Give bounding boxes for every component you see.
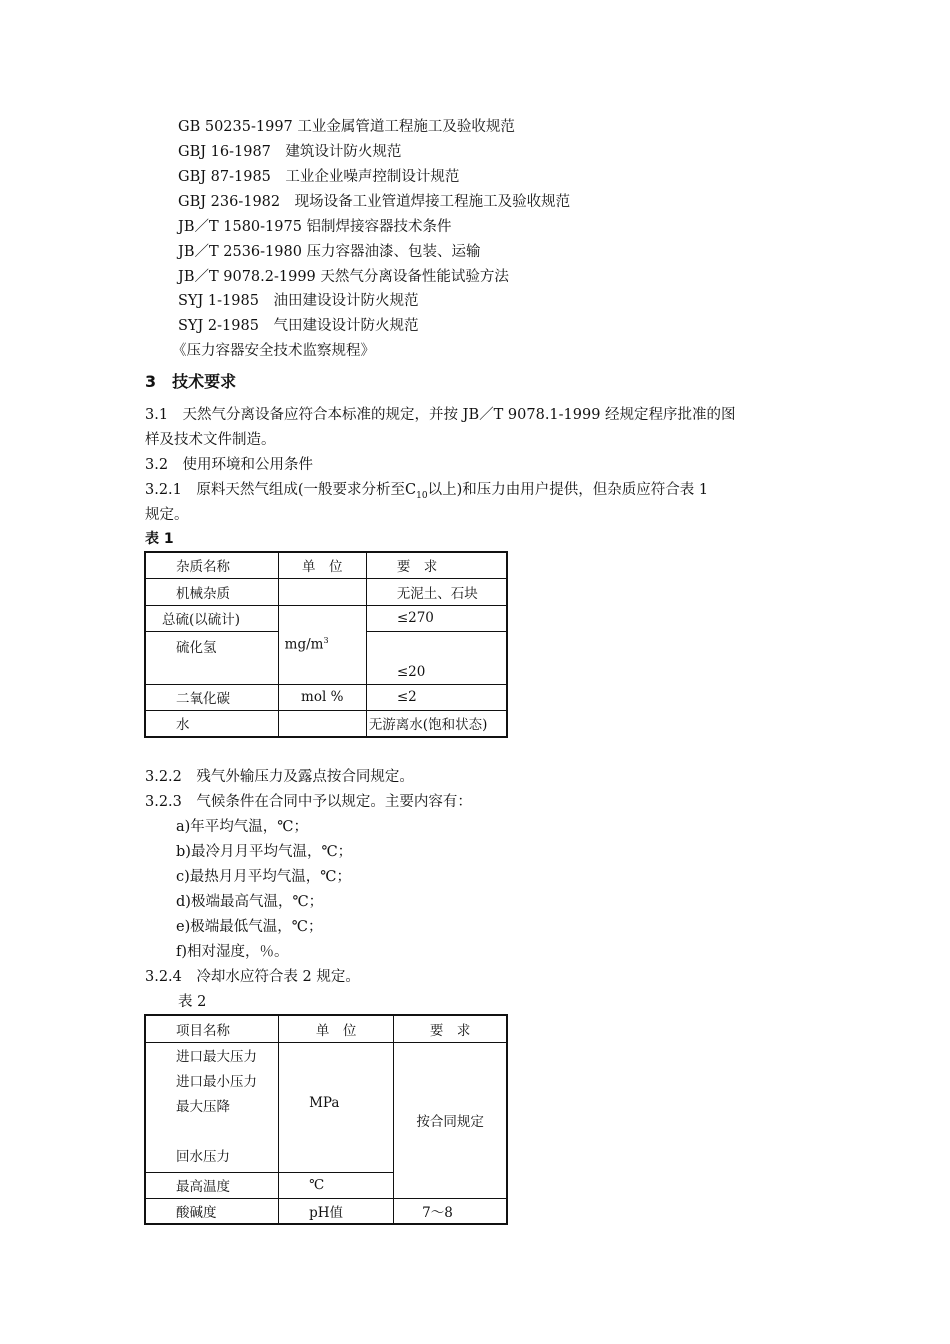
climate-item: a)年平均气温，℃；: [176, 819, 309, 835]
table-cell: 二氧化碳: [145, 684, 278, 710]
paragraph-3-1-cont: 样及技术文件制造。: [145, 432, 276, 448]
climate-item: d)极端最高气温，℃；: [176, 894, 324, 910]
table-cell: pH值: [279, 1198, 394, 1224]
table-cell: [278, 710, 366, 737]
table1-caption: 表 1: [145, 531, 174, 547]
table-header-cell: 单 位: [279, 1015, 394, 1042]
reference-item: SYJ 2-1985 气田建设设计防火规范: [178, 318, 419, 334]
reference-item: GBJ 236-1982 现场设备工业管道焊接工程施工及验收规范: [178, 194, 571, 210]
table-row: [145, 578, 507, 605]
table-header-row: [145, 552, 507, 578]
table-cell: [278, 578, 366, 605]
table-cell: 总硫(以硫计): [145, 605, 278, 631]
table-header-cell: 杂质名称: [145, 552, 278, 578]
table-cell: 水: [145, 710, 278, 737]
climate-item: c)最热月月平均气温，℃；: [176, 869, 351, 885]
climate-item: f)相对湿度，％。: [176, 944, 289, 960]
reference-item: JB／T 2536-1980 压力容器油漆、包装、运输: [178, 244, 481, 260]
pressure-item: 回水压力: [176, 1148, 230, 1165]
table-row: [145, 684, 507, 710]
table-header-cell: 单 位: [278, 552, 366, 578]
paragraph-3-2-1-cont: 规定。: [145, 507, 189, 523]
table-cell-unit: [278, 605, 366, 684]
carbon-subscript: 10: [416, 490, 428, 501]
table-header-cell: 项目名称: [145, 1015, 279, 1042]
pressure-item: 进口最小压力: [176, 1073, 257, 1090]
table-cell: 7～8: [394, 1198, 507, 1224]
table-cell: 硫化氢: [145, 631, 278, 684]
table-cell: ℃: [279, 1172, 394, 1198]
cooling-water-table: [144, 1014, 508, 1225]
paragraph-3-2-1: [145, 480, 708, 506]
table-cell: mol %: [278, 684, 366, 710]
table-cell-pressure-items: [145, 1042, 279, 1172]
reference-item: 《压力容器安全技术监察规程》: [172, 343, 375, 359]
table-header-cell: 要 求: [366, 552, 507, 578]
unit-mgm: mg/m: [284, 636, 324, 653]
paragraph-3-2-3: 3.2.3 气候条件在合同中予以规定。主要内容有：: [145, 794, 472, 810]
table-header-cell: 要 求: [394, 1015, 507, 1042]
reference-item: SYJ 1-1985 油田建设设计防火规范: [178, 293, 419, 309]
table-row: [145, 1198, 507, 1224]
table-row: [145, 605, 507, 631]
table-cell: 无游离水(饱和状态): [366, 710, 507, 737]
table-header-row: [145, 1015, 507, 1042]
table-cell: ≤270: [366, 605, 507, 631]
reference-item: JB／T 1580-1975 铝制焊接容器技术条件: [178, 219, 452, 235]
table-row: [145, 710, 507, 737]
table-row: [145, 1042, 507, 1172]
paragraph-3-2-1-post: 以上)和压力由用户提供，但杂质应符合表 1: [427, 482, 709, 498]
climate-item: b)最冷月月平均气温，℃；: [176, 844, 353, 860]
section-title: 3 技术要求: [145, 372, 237, 391]
climate-item: e)极端最低气温，℃；: [176, 919, 323, 935]
pressure-item: 进口最大压力: [176, 1048, 257, 1065]
paragraph-3-1: 3.1 天然气分离设备应符合本标准的规定，并按 JB／T 9078.1-1999 经规定程序批准的图: [145, 407, 736, 423]
table-cell: 无泥土、石块: [366, 578, 507, 605]
paragraph-3-2: 3.2 使用环境和公用条件: [145, 457, 314, 473]
table2-caption: 表 2: [178, 994, 207, 1010]
table-cell-requirement: 按合同规定: [394, 1042, 507, 1198]
reference-item: GB 50235-1997 工业金属管道工程施工及验收规范: [178, 119, 515, 135]
reference-item: JB／T 9078.2-1999 天然气分离设备性能试验方法: [178, 269, 509, 285]
table-cell: 机械杂质: [145, 578, 278, 605]
table-cell: 酸碱度: [145, 1198, 279, 1224]
paragraph-3-2-4: 3.2.4 冷却水应符合表 2 规定。: [145, 969, 360, 985]
impurity-table: [144, 551, 508, 738]
paragraph-3-2-1-pre: 3.2.1 原料天然气组成(一般要求分析至C: [145, 482, 417, 498]
table-cell: ≤2: [366, 684, 507, 710]
reference-item: GBJ 87-1985 工业企业噪声控制设计规范: [178, 169, 460, 185]
table-cell-unit: MPa: [279, 1042, 394, 1172]
table-cell: ≤20: [366, 631, 507, 684]
reference-item: GBJ 16-1987 建筑设计防火规范: [178, 144, 402, 160]
table-cell: 最高温度: [145, 1172, 279, 1198]
unit-superscript: 3: [323, 636, 329, 646]
pressure-item: 最大压降: [176, 1098, 230, 1115]
paragraph-3-2-2: 3.2.2 残气外输压力及露点按合同规定。: [145, 769, 414, 785]
